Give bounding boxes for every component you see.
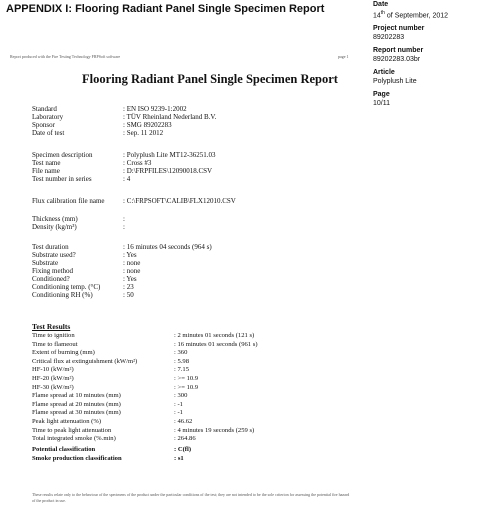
row-label: Conditioning RH (%) bbox=[32, 291, 93, 299]
row-value: : 4 bbox=[123, 175, 131, 183]
row-value: : SMG 89202283 bbox=[123, 121, 172, 129]
row-label: Potential classification bbox=[32, 446, 96, 453]
row-label: Thickness (mm) bbox=[32, 215, 78, 223]
row-value: : 360 bbox=[174, 349, 188, 357]
row-value: : 46.62 bbox=[174, 418, 193, 425]
row-value: : 50 bbox=[123, 291, 134, 299]
row-value: : 23 bbox=[123, 283, 134, 291]
row-value: : -1 bbox=[174, 409, 183, 417]
row-value: : 2 minutes 01 seconds (121 s) bbox=[174, 332, 255, 339]
row-label: Time to ignition bbox=[32, 332, 75, 339]
row-value: : 7.15 bbox=[174, 366, 190, 374]
article-block bbox=[373, 68, 480, 86]
row-label: Time to peak light attenuation bbox=[32, 426, 112, 434]
project-value: 89202283 bbox=[373, 34, 405, 42]
row-label: Density (kg/m³) bbox=[32, 223, 77, 231]
page-block bbox=[373, 90, 480, 108]
row-value: : 16 minutes 04 seconds (964 s) bbox=[123, 243, 212, 251]
row-label: Substrate used? bbox=[32, 251, 76, 259]
row-label: Sponsor bbox=[32, 121, 55, 129]
row-label: Critical flux at extinguishment (kW/m²) bbox=[32, 357, 138, 365]
project-block bbox=[373, 24, 480, 42]
row-label: File name bbox=[32, 167, 60, 175]
row-label: Specimen description bbox=[32, 151, 93, 159]
row-label: HF-30 (kW/m²) bbox=[32, 383, 74, 391]
date-label: Date bbox=[373, 1, 389, 8]
row-value: : Polyplush Lite MT12-36251.03 bbox=[123, 151, 216, 159]
row-value: : s1 bbox=[174, 455, 184, 462]
row-value: : Yes bbox=[123, 251, 137, 259]
row-value: : none bbox=[123, 267, 141, 275]
row-label: Laboratory bbox=[32, 113, 64, 121]
row-value: : Sep. 11 2012 bbox=[123, 129, 164, 137]
report-value: 89202283.03br bbox=[373, 56, 421, 64]
row-label: Standard bbox=[32, 105, 57, 113]
row-label: Flame spread at 10 minutes (mm) bbox=[32, 392, 121, 400]
software-note: Report produced with the Fire Testing Technology FRPSoft software bbox=[10, 54, 121, 59]
page-label: Page bbox=[373, 91, 390, 99]
row-value: : C(fl) bbox=[174, 446, 192, 453]
row-value: : EN ISO 9239-1:2002 bbox=[123, 105, 187, 113]
row-label: Fixing method bbox=[32, 267, 74, 275]
row-value: : 300 bbox=[174, 392, 188, 400]
row-label: Flame spread at 20 minutes (mm) bbox=[32, 400, 121, 408]
page-value: 10/11 bbox=[373, 100, 390, 108]
row-value: : 4 minutes 19 seconds (259 s) bbox=[174, 426, 255, 434]
row-value: : 16 minutes 01 seconds (961 s) bbox=[174, 340, 258, 348]
row-label: Test name bbox=[32, 159, 61, 167]
results-heading: Test Results bbox=[32, 322, 71, 331]
row-label: Substrate bbox=[32, 259, 59, 267]
date-rest: of September, 2012 bbox=[384, 12, 449, 20]
row-value: : Cross #3 bbox=[123, 159, 152, 167]
row-value: : 264.86 bbox=[174, 435, 196, 443]
row-label: Test number in series bbox=[32, 175, 92, 183]
row-value: : 5.98 bbox=[174, 357, 190, 365]
date-day: 14 bbox=[373, 12, 381, 20]
row-label: Conditioned? bbox=[32, 275, 70, 283]
row-value: : bbox=[123, 215, 125, 223]
row-value: : Yes bbox=[123, 275, 137, 283]
report-block bbox=[373, 46, 480, 64]
row-label: Smoke production classification bbox=[32, 455, 122, 462]
row-label: Time to flameout bbox=[32, 340, 78, 348]
appendix-title: APPENDIX I: Flooring Radiant Panel Single Specimen Report bbox=[6, 3, 325, 15]
report-label: Report number bbox=[373, 47, 424, 55]
row-label: Date of test bbox=[32, 129, 65, 137]
article-label: Article bbox=[373, 69, 395, 77]
project-label: Project number bbox=[373, 25, 425, 33]
row-label: Flame spread at 30 minutes (mm) bbox=[32, 409, 121, 417]
row-value: : C:\FRPSOFT\CALIB\FLX12010.CSV bbox=[123, 197, 236, 205]
date-suffix: th bbox=[380, 10, 385, 16]
report-sidebar bbox=[373, 0, 480, 112]
row-value: : D:\FRPFILES\12090018.CSV bbox=[123, 167, 213, 175]
row-value: : bbox=[123, 223, 125, 231]
row-label: Total integrated smoke (%.min) bbox=[32, 435, 116, 443]
row-value: : none bbox=[123, 259, 141, 267]
row-label: Extent of burning (mm) bbox=[32, 349, 95, 357]
row-label: Flux calibration file name bbox=[32, 197, 105, 205]
row-value: : >= 10.9 bbox=[174, 383, 199, 391]
row-label: HF-10 (kW/m²) bbox=[32, 366, 74, 374]
report-title: Flooring Radiant Panel Single Specimen Report bbox=[82, 72, 338, 86]
footer-disclaimer: These results relate only to the behaviour of the specimens of the product under the particular conditions of the test; they are not intended to be the sole criterion for assessing the potential fire hazard of the product in use. bbox=[32, 492, 350, 503]
row-label: Test duration bbox=[32, 243, 69, 251]
row-label: HF-20 (kW/m²) bbox=[32, 375, 74, 382]
row-label: Peak light attenuation (%) bbox=[32, 418, 102, 425]
row-value: : >= 10.9 bbox=[174, 375, 199, 382]
row-value: : TÜV Rheinland Nederland B.V. bbox=[123, 113, 217, 121]
article-value: Polyplush Lite bbox=[373, 78, 417, 86]
date-value bbox=[373, 9, 480, 20]
page-reference: page 1 bbox=[338, 54, 349, 59]
row-value: : -1 bbox=[174, 400, 183, 408]
date-block bbox=[373, 0, 480, 20]
row-label: Conditioning temp. (°C) bbox=[32, 283, 101, 291]
